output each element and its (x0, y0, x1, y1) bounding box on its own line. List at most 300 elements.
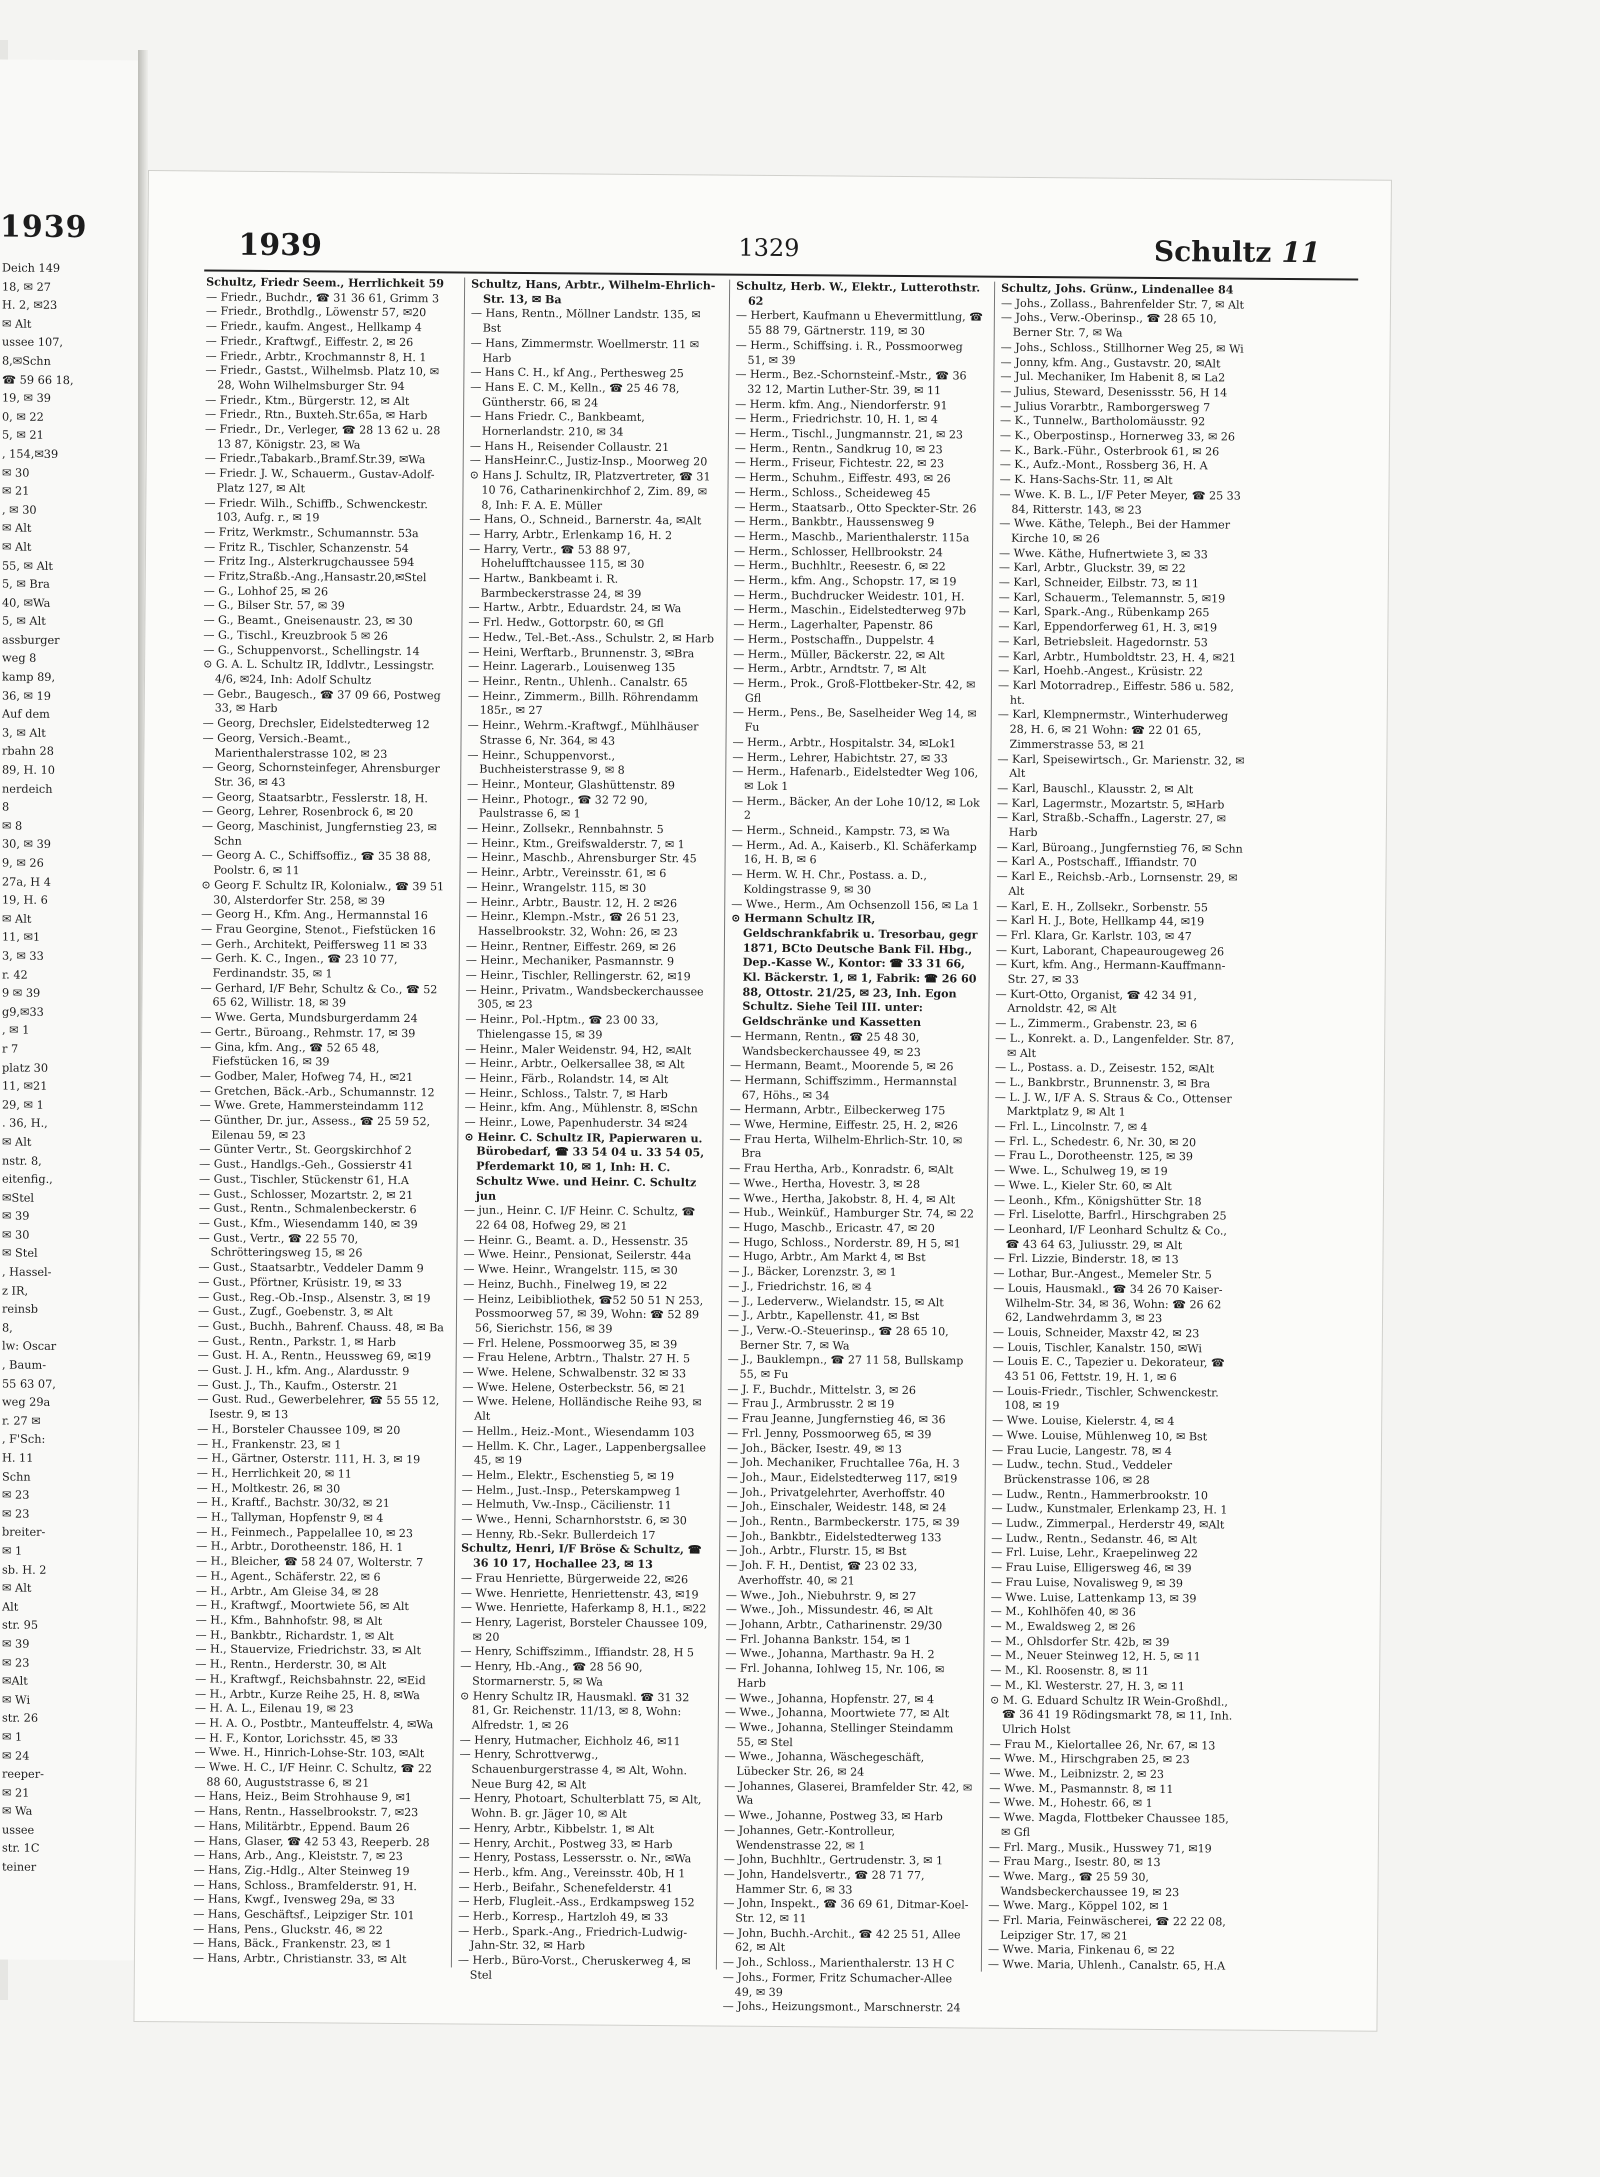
left-fragment-line: ✉Alt (2, 1674, 28, 1688)
directory-entry: — HansHeinr.C., Justiz-Insp., Moorweg 20 (469, 453, 708, 469)
directory-entry: — Karl, Straßb.-Schaffn., Lagerstr. 27, ✉ Harb (996, 811, 1227, 840)
directory-entry: — Wwe. Grete, Hammersteindamm 112 (199, 1098, 424, 1114)
directory-entry: — Frl. Luise, Lehr., Kraepelinweg 22 (991, 1546, 1199, 1561)
directory-entry: — Hans, Glaser, ☎ 42 53 43, Reeperb. 28 (193, 1833, 430, 1849)
directory-entry: — Friedr., Rtn., Buxteh.Str.65a, ✉ Harb (205, 407, 428, 423)
directory-entry: — Herm., Pens., Be, Saselheider Weg 14, ✉ Fu (732, 706, 977, 734)
directory-entry: — L. J. W., I/F A. S. Straus & Co., Ottenser Marktplatz 9, ✉ Alt 1 (994, 1090, 1232, 1120)
directory-entry: — Georg, Lehrer, Rosenbrock 6, ✉ 20 (201, 804, 414, 820)
left-fragment-line: ✉ 23 (2, 1488, 30, 1502)
directory-entry: — Henry, Photoart, Schulterblatt 75, ✉ Alt, Wohn. B. gr. Jäger 10, ✉ Alt (459, 1791, 702, 1821)
directory-entry: — Frl. Johanna, Iohlweg 15, Nr. 106, ✉ Harb (725, 1661, 945, 1690)
directory-entry: — Friedr., Kraftwgf., Eiffestr. 2, ✉ 26 (205, 334, 414, 349)
directory-entry: — K., Oberpostinsp., Hornerweg 33, ✉ 26 (999, 428, 1236, 444)
directory-entry: — Hans E. C. M., Kelln., ☎ 25 46 78, Güntherstr. 66, ✉ 24 (470, 380, 680, 410)
directory-entry: — Henry, Postass, Lessersstr. o. Nr., ✉Wa (458, 1850, 692, 1866)
directory-entry: — Wwe. H. C., I/F Heinr. C. Schultz, ☎ 22 88 60, Auguststrasse 6, ✉ 21 (194, 1760, 433, 1790)
directory-entry: — Frau Luise, Elligersweg 46, ✉ 39 (991, 1560, 1192, 1576)
directory-entry: — H., Kraftwgf., Moortwiete 56, ✉ Alt (195, 1598, 409, 1614)
directory-entry: — Karl, Bauschl., Klausstr. 2, ✉ Alt (997, 781, 1194, 797)
directory-entry: — Friedr., Arbtr., Krochmannstr 8, H. 1 (205, 348, 427, 364)
directory-entry: — Jonny, kfm. Ang., Gustavstr. 20, ✉Alt (1000, 355, 1221, 370)
left-fragment-line: ✉ Alt (2, 912, 32, 926)
directory-entry: — Hermann, Beamt., Moorende 5, ✉ 26 (729, 1058, 954, 1074)
directory-entry: — Herm., Schloss., Scheideweg 45 (734, 485, 931, 500)
directory-entry: — Friedr., Dr., Verleger, ☎ 28 13 62 u. 28 13 87, Königstr. 23, ✉ Wa (204, 422, 441, 452)
directory-entry: — Heinr., Klempn.-Mstr., ☎ 26 51 23, Hasselbrookstr. 32, Wohn: 26, ✉ 23 (466, 909, 680, 940)
directory-entry: — H., Arbtr., Dorotheenstr. 186, H. 1 (196, 1539, 404, 1555)
directory-entry: — Joh., Bankbtr., Eidelstedterweg 133 (726, 1529, 942, 1545)
directory-entry: — Gebr., Baugesch., ☎ 37 09 66, Postweg 33, ✉ Harb (202, 687, 441, 716)
directory-entry: — Herm., Arbtr., Hospitalstr. 34, ✉Lok1 (732, 735, 957, 751)
left-fragment-line: ✉ Alt (2, 1135, 32, 1149)
directory-entry: — Herm., Lagerhalter, Papenstr. 86 (733, 617, 933, 633)
directory-entry: — Hans Friedr. C., Bankbeamt, Hornerlandstr. 210, ✉ 34 (470, 409, 645, 439)
directory-entry: — Karl, Betriebsleit. Hagedornstr. 53 (998, 634, 1208, 650)
directory-entry: — H., Moltkestr. 26, ✉ 30 (196, 1481, 341, 1496)
directory-entry: — Joh., Schloss., Marienthalerstr. 13 H C (722, 1955, 955, 1971)
directory-entry: — Gerh. K. C., Ingen., ☎ 23 10 77, Ferdinandstr. 35, ✉ 1 (200, 951, 398, 981)
left-page-year: 1939 (0, 209, 88, 246)
directory-entry: — Gust., Vertr., ☎ 22 55 70, Schrötteringsweg 15, ✉ 26 (198, 1231, 363, 1261)
left-fragment-line: 19, H. 6 (2, 893, 48, 908)
directory-entry: — Georg, Staatsarbtr., Fesslerstr. 18, H. (202, 790, 429, 805)
directory-entry: — Heinr. G., Beamt. a. D., Hessenstr. 35 (463, 1233, 689, 1248)
directory-entry: — Wwe. H., Hinrich-Lohse-Str. 103, ✉Alt (194, 1745, 425, 1761)
left-fragment-line: ✉ 1 (2, 1544, 23, 1558)
left-fragment-line: ✉ 23 (2, 1656, 30, 1670)
directory-entry: — Lothar, Bur.-Angest., Memeler Str. 5 (993, 1266, 1212, 1282)
left-fragment-line: 18, ✉ 27 (2, 280, 51, 294)
left-fragment-line: str. 95 (2, 1618, 39, 1633)
left-fragment-line: str. 1C (2, 1841, 40, 1856)
directory-entry: — Wwe. Heinr., Wrangelstr. 115, ✉ 30 (463, 1262, 678, 1278)
left-fragment-line: str. 26 (2, 1711, 39, 1726)
directory-entry: — Hans, O., Schneid., Barnerstr. 4a, ✉Alt (469, 512, 702, 528)
left-fragment-line: 0, ✉ 22 (2, 410, 44, 424)
directory-entry: — Hans, Militärbtr., Eppend. Baum 26 (193, 1819, 410, 1834)
directory-entry: — Frau Helene, Arbtrn., Thalstr. 27 H. 5 (462, 1350, 691, 1366)
directory-entry: — Hans, Zig.-Hdlg., Alter Steinweg 19 (193, 1863, 410, 1879)
directory-entry: — Louis-Friedr., Tischler, Schwenckestr. 108, ✉ 19 (992, 1384, 1219, 1413)
directory-entry: — K., Tunnelw., Bartholomäusstr. 92 (1000, 414, 1206, 429)
directory-entry: — Herm., Friseur, Fichtestr. 22, ✉ 23 (734, 456, 945, 471)
directory-entry: — Herm., Maschb., Marienthalerstr. 115a (734, 529, 970, 545)
directory-entry: — Heinr., Ktm., Greifswalderstr. 7, ✉ 1 (466, 836, 685, 851)
directory-entry: — Ludw., Zimmerpal., Herderstr 49, ✉Alt (991, 1516, 1225, 1532)
directory-entry: — Joh., Rentn., Barmbeckerstr. 175, ✉ 39 (726, 1514, 960, 1530)
directory-entry: — Gust., Rentn., Parkstr. 1, ✉ Harb (197, 1334, 396, 1349)
directory-entry: — Herm., Bäcker, An der Lohe 10/12, ✉ Lok 2 (732, 794, 980, 823)
directory-entry: — Wwe., Johanna, Hopfenstr. 27, ✉ 4 (724, 1691, 935, 1706)
directory-entry: — Hans, Bäck., Frankenstr. 23, ✉ 1 (193, 1936, 392, 1952)
directory-entry: — Henry, Archit., Postweg 33, ✉ Harb (458, 1836, 673, 1851)
directory-entry: — G., Lohhof 25, ✉ 26 (203, 584, 329, 599)
directory-entry: — John, Buchh.-Archit., ☎ 42 25 51, Allee 62, ✉ Alt (723, 1926, 961, 1955)
left-fragment-line: ✉ 1 (2, 1730, 23, 1744)
directory-entry: — Joh., Bäcker, Isestr. 49, ✉ 13 (726, 1441, 902, 1456)
left-fragment-line: H. 2, ✉23 (2, 298, 58, 313)
directory-entry: — Frl. L., Lincolnstr. 7, ✉ 4 (994, 1119, 1148, 1134)
directory-entry: — Henry, Lagerist, Borsteler Chaussee 109, ✉ 20 (460, 1615, 708, 1644)
directory-entry: — H. F., Kontor, Lorichsstr. 45, ✉ 33 (194, 1731, 399, 1746)
directory-entry: — Wwe. Louise, Mühlenweg 10, ✉ Bst (992, 1428, 1208, 1444)
directory-entry: — Johannes, Glaserei, Bramfelder Str. 42, ✉ Wa (724, 1779, 973, 1808)
directory-entry: — Fritz,Straßb.-Ang.,Hansastr.20,✉Stel (203, 569, 427, 585)
directory-entry: — H., Borsteler Chaussee 109, ✉ 20 (197, 1422, 401, 1437)
directory-entry: — Henry, Hb.-Ang., ☎ 28 56 90, Stormarnerstr. 5, ✉ Wa (460, 1659, 643, 1689)
left-fragment-line: z IR, (2, 1284, 29, 1298)
directory-entry: — Gust. J. H., kfm. Ang., Alardusstr. 9 (197, 1363, 410, 1379)
directory-entry: — Frl. Lizzie, Binderstr. 18, ✉ 13 (993, 1252, 1179, 1267)
directory-entry: — Hartw., Arbtr., Eduardstr. 24, ✉ Wa (468, 601, 682, 616)
directory-entry: — Leonh., Kfm., Königshütter Str. 18 (993, 1193, 1202, 1208)
directory-entry: — Frl. Klara, Gr. Karlstr. 103, ✉ 47 (995, 928, 1192, 944)
left-fragment-line: reeper- (2, 1767, 44, 1781)
directory-entry: — Heinr., Maschb., Ahrensburger Str. 45 (466, 850, 697, 866)
directory-entry: — Wwe. Henriette, Haferkamp 8, H.1., ✉22 (460, 1600, 707, 1616)
directory-entry: — Herb., Beifahr., Schenefelderstr. 41 (458, 1880, 674, 1895)
directory-entry: — Frl. Johanna Bankstr. 154, ✉ 1 (725, 1632, 912, 1647)
directory-entry: — Wwe., Johanna, Moortwiete 77, ✉ Alt (724, 1705, 950, 1721)
directory-entry: — Gust., Kfm., Wiesendamm 140, ✉ 39 (198, 1216, 418, 1232)
left-fragment-line: 30, ✉ 39 (2, 837, 51, 852)
directory-entry: ⊙ Heinr. C. Schultz IR, Papierwaren u. Bürobedarf, ☎ 33 54 04 u. 33 54 05, Pferdemarkt 10, ✉ 1, Inh: H. C. Schultz Wwe. und Heinr. C. Schultz jun (464, 1130, 705, 1203)
directory-entry: — H., Feinmech., Pappelallee 10, ✉ 23 (196, 1525, 413, 1540)
directory-entry: — Wwe. Gerta, Mundsburgerdamm 24 (200, 1010, 418, 1026)
directory-entry: — H., Stauervize, Friedrichstr. 33, ✉ Alt (195, 1642, 421, 1658)
directory-entry: — Fritz R., Tischler, Schanzenstr. 54 (203, 540, 409, 555)
directory-entry: — Karl, Büroang., Jungfernstieg 76, ✉ Schn (996, 840, 1243, 856)
directory-entry: — Frau Henriette, Bürgerweide 22, ✉26 (460, 1571, 689, 1587)
directory-entry: — G., Bilser Str. 57, ✉ 39 (203, 598, 345, 614)
directory-entry: — J., Bauklempn., ☎ 27 11 58, Bullskamp 55, ✉ Fu (727, 1352, 964, 1382)
directory-entry: — Wwe. Käthe, Hufnertwiete 3, ✉ 33 (998, 546, 1208, 561)
left-fragment-line: ✉ 39 (2, 1209, 30, 1223)
directory-entry: — Karl, Schauerm., Telemannstr. 5, ✉19 (998, 590, 1226, 606)
directory-entry: — Gust. H. A., Rentn., Heussweg 69, ✉19 (197, 1348, 432, 1364)
directory-entry: — Heinr., Rentner, Eiffestr. 269, ✉ 26 (465, 939, 677, 954)
left-fragment-line: 36, ✉ 19 (2, 689, 51, 703)
directory-entry: — Herm., Bankbtr., Haussensweg 9 (734, 514, 935, 530)
directory-entry: — Frl. Maria, Feinwäscherei, ☎ 22 22 08, Leipziger Str. 17, ✉ 21 (988, 1913, 1226, 1943)
page-number: 1329 (738, 233, 800, 263)
directory-entry: — Herm., Schneid., Kampstr. 73, ✉ Wa (731, 823, 950, 839)
directory-entry: — Herm., Staatsarb., Otto Speckter-Str. 26 (734, 500, 977, 516)
directory-entry: ⊙ G. A. L. Schultz IR, Iddlvtr., Lessingstr. 4/6, ✉24, Inh: Adolf Schultz (203, 657, 435, 687)
directory-entry: — Georg, Schornsteinfeger, Ahrensburger Str. 36, ✉ 43 (202, 760, 440, 790)
directory-entry: — Wwe. M., Hohestr. 66, ✉ 1 (989, 1796, 1153, 1811)
directory-column-3 (722, 279, 984, 2015)
directory-entry: — Wwe. Louise, Kielerstr. 4, ✉ 4 (992, 1413, 1175, 1429)
left-fragment-line: sb. H. 2 (2, 1563, 47, 1577)
directory-entry: — Wwe., Johanna, Stellinger Steindamm 55, ✉ Stel (724, 1720, 954, 1749)
directory-entry: — H., Bankbtr., Richardstr. 1, ✉ Alt (195, 1628, 394, 1643)
directory-entry: — Heinr., Privatm., Wandsbeckerchaussee 305, ✉ 23 (465, 983, 704, 1012)
directory-entry: — Johs., Verw.-Oberinsp., ☎ 28 65 10, Berner Str. 7, ✉ Wa (1000, 311, 1217, 340)
directory-entry: — Herm., Lehrer, Habichtstr. 27, ✉ 33 (732, 750, 948, 765)
left-fragment-line: 89, H. 10 (2, 763, 55, 777)
directory-entry: ⊙ Henry Schultz IR, Hausmakl. ☎ 31 32 81, Gr. Reichenstr. 11/13, ✉ 8, Wohn: Alfredstr. 1, ✉ 26 (459, 1688, 690, 1733)
directory-entry: — H., Kfm., Bahnhofstr. 98, ✉ Alt (195, 1613, 383, 1628)
left-fragment-line: 27a, H 4 (2, 875, 51, 889)
directory-entry: — Joh., Maur., Eidelstedterweg 117, ✉19 (726, 1470, 958, 1486)
directory-entry: — Wwe., Johanne, Postweg 33, ✉ Harb (724, 1808, 943, 1824)
directory-entry: — Julius Vorarbtr., Ramborgersweg 7 (1000, 399, 1211, 414)
left-fragment-line: weg 8 (2, 651, 37, 666)
left-fragment-line: platz 30 (2, 1061, 49, 1075)
left-fragment-line: assburger (2, 633, 60, 647)
directory-entry: — Hans, Kwgf., Ivensweg 29a, ✉ 33 (193, 1892, 395, 1908)
directory-entry: — J., Friedrichstr. 16, ✉ 4 (728, 1279, 872, 1294)
left-fragment-line: . 36, H., (2, 1116, 48, 1131)
directory-entry: — H., Arbtr., Kurze Reihe 25, H. 8, ✉Wa (194, 1686, 420, 1702)
directory-entry: — Ludw., Kunstmaler, Erlenkamp 23, H. 1 (991, 1502, 1228, 1517)
directory-entry: — Georg A. C., Schiffsoffiz., ☎ 35 38 88, Poolstr. 6, ✉ 11 (201, 848, 431, 878)
left-fragment-line: 19, ✉ 39 (2, 391, 51, 406)
left-fragment-line: ✉ 23 (2, 1507, 30, 1521)
left-fragment-line: ✉ Alt (2, 521, 32, 536)
left-fragment-line: ☎ 59 66 18, (2, 373, 74, 387)
directory-entry: ⊙ Hans J. Schultz, IR, Platzvertreter, ☎ 31 10 76, Catharinenkirchhof 2, Zim. 89, ✉ 8, Inh: F. A. E. Müller (469, 468, 711, 513)
left-fragment-line: H. 11 (2, 1451, 34, 1465)
directory-entry: — Karl A., Postschaff., Iffiandstr. 70 (996, 855, 1197, 870)
directory-entry: — J., Verw.-O.-Steuerinsp., ☎ 28 65 10, Berner Str. 7, ✉ Wa (727, 1323, 949, 1353)
directory-entry: — H., Bleicher, ☎ 58 24 07, Wolterstr. 7 (196, 1554, 424, 1570)
directory-entry: — G., Beamt., Gneisenaustr. 23, ✉ 30 (203, 613, 413, 629)
directory-entry: — Karl Motorradrep., Eiffestr. 586 u. 582, ht. (997, 678, 1234, 707)
directory-entry: — Frau Georgine, Stenot., Fiefstücken 16 (200, 922, 436, 938)
directory-entry: — Frl. Hedw., Gottorpstr. 60, ✉ Gfl (468, 615, 664, 631)
directory-entry: — Wwe., Hertha, Hovestr. 3, ✉ 28 (729, 1176, 921, 1191)
directory-entry: — Wwe., Joh., Niebuhrstr. 9, ✉ 27 (725, 1588, 917, 1603)
directory-entry: — H., Kraftwgf., Reichsbahnstr. 22, ✉Eid (195, 1672, 426, 1688)
directory-entry: — Louis, Tischler, Kanalstr. 150, ✉Wi (992, 1340, 1202, 1355)
directory-entry: — Herm., Hafenarb., Eidelstedter Weg 106, ✉ Lok 1 (732, 764, 979, 793)
directory-entry: — Friedr., kaufm. Angest., Hellkamp 4 (205, 319, 422, 335)
directory-entry: — Hans, Heiz., Beim Strohhause 9, ✉1 (194, 1789, 412, 1805)
directory-entry: — Frl. Jenny, Possmoorweg 65, ✉ 39 (727, 1426, 932, 1442)
directory-entry: — Hugo, Maschb., Ericastr. 47, ✉ 20 (728, 1220, 935, 1236)
directory-column-2 (457, 277, 719, 1982)
directory-entry: — Karl, E. H., Zollsekr., Sorbenstr. 55 (996, 899, 1209, 914)
directory-entry: — Frau Marg., Isestr. 80, ✉ 13 (988, 1854, 1161, 1870)
directory-entry: — Johs., Former, Fritz Schumacher-Allee 49, ✉ 39 (722, 1970, 953, 1999)
directory-entry: — Heini, Werftarb., Brunnenstr. 3, ✉Bra (468, 645, 695, 660)
directory-entry: — Gust., Handlgs.-Geh., Gossierstr 41 (199, 1157, 414, 1173)
directory-entry: — Wwe. Henriette, Henriettenstr. 43, ✉19 (460, 1586, 699, 1601)
left-fragment-line: 29, ✉ 1 (2, 1098, 44, 1112)
directory-entry: — Helm., Elektr., Eschenstieg 5, ✉ 19 (461, 1468, 675, 1484)
directory-entry: — Karl, Arbtr., Humboldtstr. 23, H. 4, ✉21 (998, 649, 1237, 665)
left-fragment-line: r. 42 (2, 968, 28, 982)
left-fragment-line: reinsb (2, 1302, 39, 1317)
directory-entry: — Gust. Rud., Gewerbelehrer, ☎ 55 55 12, Isestr. 9, ✉ 13 (197, 1392, 440, 1422)
directory-entry: — Johs., Schloss., Stillhorner Weg 25, ✉ Wi (1000, 340, 1244, 356)
directory-entry: — Hermann, Schiffszimm., Hermannstal 67, Höhs., ✉ 34 (729, 1073, 957, 1103)
left-fragment-line: 9, ✉ 26 (2, 856, 44, 870)
directory-entry: — H., Agent., Schäferstr. 22, ✉ 6 (195, 1569, 381, 1584)
directory-entry: — Friedr., Buchdr., ☎ 31 36 61, Grimm 3 (205, 290, 440, 305)
left-fragment-line: , ✉ 1 (2, 1023, 30, 1038)
directory-entry: — Joh., Arbtr., Flurstr. 15, ✉ Bst (726, 1544, 907, 1559)
directory-entry: — Wwe. Marg., Köppel 102, ✉ 1 (988, 1898, 1170, 1914)
directory-entry: — Louis E. C., Tapezier u. Dekorateur, ☎ 43 51 06, Fettstr. 19, H. 1, ✉ 6 (992, 1354, 1225, 1385)
directory-entry: — Louis, Schneider, Maxstr 42, ✉ 23 (992, 1325, 1200, 1341)
directory-entry: — Hans C. H., kf Ang., Perthesweg 25 (470, 365, 684, 381)
directory-entry: — Wwe, Hermine, Eiffestr. 25, H. 2, ✉26 (729, 1117, 958, 1133)
directory-entry: — Wwe. L., Kieler Str. 60, ✉ Alt (994, 1178, 1172, 1193)
directory-column-1 (193, 275, 454, 1967)
directory-entry: Schultz, Friedr Seem., Herrlichkeit 59 (206, 275, 445, 291)
directory-entry: — Herm., Schiffsing. i. R., Possmoorweg 51, ✉ 39 (735, 338, 963, 367)
directory-entry: — Frl. Helene, Possmoorweg 35, ✉ 39 (462, 1336, 678, 1351)
directory-entry: — Hans, Rentn., Hasselbrookstr. 7, ✉23 (194, 1804, 419, 1820)
directory-entry: — Wwe., Johanna, Wäschegeschäft, Lübecker Str. 26, ✉ 24 (724, 1749, 925, 1779)
left-fragment-line: ussee (2, 1823, 35, 1837)
directory-entry: — G., Schuppenvorst., Schellingstr. 14 (203, 643, 420, 658)
directory-entry: — Leonhard, I/F Leonhard Schultz & Co., ☎ 43 64 63, Juliusstr. 29, ✉ Alt (993, 1222, 1228, 1252)
directory-entry: — Hans, Pens., Gluckstr. 46, ✉ 22 (193, 1922, 383, 1937)
directory-entry: — Herm., Tischl., Jungmannstr. 21, ✉ 23 (734, 426, 964, 442)
directory-entry: — Heinr., Zollsekr., Rennbahnstr. 5 (466, 821, 664, 837)
directory-entry: — Ludw., Rentn., Hammerbrookstr. 10 (991, 1487, 1209, 1503)
volume-mark: 11 (1281, 235, 1321, 270)
left-fragment-line: ✉ Wi (2, 1693, 31, 1707)
directory-entry: — Henry, Schiffszimm., Iffiandstr. 28, H 5 (460, 1644, 695, 1660)
left-fragment-line: ✉ 30 (2, 1228, 30, 1242)
directory-entry: — Herm., Buchhltr., Reesestr. 6, ✉ 22 (733, 558, 946, 574)
left-fragment-line: ✉ Alt (2, 1581, 32, 1595)
directory-entry: — Wwe. Luise, Lattenkamp 13, ✉ 39 (990, 1590, 1197, 1605)
directory-entry: — Friedr., Gastst., Wilhelmsb. Platz 10, ✉ 28, Wohn Wilhelmsburger Str. 94 (205, 363, 440, 393)
directory-entry: — Karl E., Reichsb.-Arb., Lornsenstr. 29, ✉ Alt (996, 869, 1238, 898)
directory-entry: — Johs., Zollass., Bahrenfelder Str. 7, ✉ Alt (1000, 296, 1245, 312)
directory-entry: — Wwe., Joh., Missundestr. 46, ✉ Alt (725, 1602, 933, 1618)
directory-entry: ⊙ Hermann Schultz IR, Geldschrankfabrik u. Tresorbau, gegr 1871, BCto Deutsche Bank Fil. Hbg., Dep.-Kasse W., Kontor: ☎ 33 31 66, Kl. Bäckerstr. 1, ✉ 1, Fabrik: ☎ 26 60 88, Ottostr. 21/25, ✉ 23, Inh. Egon Schultz. Siehe Teil III. unter: Geldschränke und Kassetten (731, 911, 978, 1030)
directory-entry: — Henny, Rb.-Sekr. Bullerdeich 17 (461, 1527, 656, 1542)
left-fragment-line: 11, ✉21 (2, 1079, 48, 1093)
directory-entry: — Hans, Arbtr., Christianstr. 33, ✉ Alt (192, 1951, 407, 1967)
directory-entry: — Karl H. J., Bote, Hellkamp 44, ✉19 (996, 913, 1205, 929)
directory-entry: — K. Hans-Sachs-Str. 11, ✉ Alt (999, 472, 1173, 488)
left-fragment-line: eitenfig., (2, 1172, 53, 1186)
directory-entry: — H., Arbtr., Am Gleise 34, ✉ 28 (195, 1583, 379, 1599)
left-fragment-line: ✉ 24 (2, 1749, 30, 1763)
directory-entry: — Heinr., Arbtr., Vereinsstr. 61, ✉ 6 (466, 865, 667, 881)
directory-entry: — jun., Heinr. C. I/F Heinr. C. Schultz, ☎ 22 64 08, Hofweg 29, ✉ 21 (463, 1203, 696, 1233)
directory-entry: — Georg, Versich.-Beamt., Marienthalerstrasse 102, ✉ 23 (202, 731, 388, 761)
directory-entry: — Gust., Zugf., Goebenstr. 3, ✉ Alt (197, 1304, 393, 1320)
directory-entry: — Karl, Eppendorferweg 61, H. 3, ✉19 (998, 619, 1218, 635)
directory-entry: — Hedw., Tel.-Bet.-Ass., Schulstr. 2, ✉ Harb (468, 630, 715, 646)
left-fragment-line: ✉ Alt (2, 540, 32, 554)
left-fragment-line: ✉ Wa (2, 1804, 33, 1819)
running-head-name: Schultz (1153, 234, 1272, 269)
left-fragment-line: , F'Sch: (2, 1432, 46, 1447)
directory-entry: — Wwe. Maria, Uhlenh., Canalstr. 65, H.A (987, 1957, 1226, 1973)
directory-entry: — Frau Hertha, Arb., Konradstr. 6, ✉Alt (729, 1161, 954, 1177)
directory-entry: — G., Tischl., Kreuzbrook 5 ✉ 26 (203, 628, 388, 643)
directory-entry: Schultz, Herb. W., Elektr., Lutterothstr. 62 (736, 279, 981, 308)
directory-entry: — Frau M., Kielortallee 26, Nr. 67, ✉ 13 (989, 1737, 1216, 1753)
directory-entry: — Joh. F. H., Dentist, ☎ 23 02 33, Averhoffstr. 40, ✉ 21 (726, 1558, 918, 1588)
directory-entry: — Henry, Arbtr., Kibbelstr. 1, ✉ Alt (458, 1821, 655, 1836)
directory-entry: — Heinr., kfm. Ang., Mühlenstr. 8, ✉Schn (464, 1100, 698, 1116)
page-header (148, 227, 1390, 277)
directory-entry: — Herm., Müller, Bäckerstr. 22, ✉ Alt (733, 647, 945, 662)
left-fragment-line: Alt (2, 1600, 19, 1614)
directory-entry: — Wwe. L., Schulweg 19, ✉ 19 (994, 1163, 1168, 1179)
directory-entry: — Herb., kfm. Ang., Vereinsstr. 40b, H 1 (458, 1865, 686, 1881)
directory-entry: — John, Handelsvertr., ☎ 28 71 77, Hammer Str. 6, ✉ 33 (723, 1867, 925, 1897)
directory-entry: — John, Inspekt., ☎ 36 69 61, Ditmar-Koel-Str. 12, ✉ 11 (723, 1896, 969, 1926)
left-fragment-line: r. 27 ✉ (2, 1414, 41, 1428)
left-fragment-line: Deich 149 (2, 261, 61, 275)
directory-entry: — Gust., Buchh., Bahrenf. Chauss. 48, ✉ Ba (197, 1319, 444, 1335)
left-fragment-line: 55 63 07, (2, 1377, 56, 1391)
directory-entry: — Louis, Hausmakl., ☎ 34 26 70 Kaiser-Wilhelm-Str. 34, ✉ 36, Wohn: ☎ 26 62 62, Landwehrdamm 3, ✉ 23 (993, 1281, 1223, 1326)
directory-entry: — Heinr., Lowe, Papenhuderstr. 34 ✉24 (464, 1115, 688, 1131)
directory-entry: — Hellm. K. Chr., Lager., Lappenbergsallee 45, ✉ 19 (461, 1439, 707, 1468)
directory-entry: — Johs., Heizungsmont., Marschnerstr. 24 (722, 1999, 961, 2015)
directory-entry: — Wwe., Henni, Scharnhorststr. 6, ✉ 30 (461, 1512, 687, 1528)
directory-entry: — Hans, Schloss., Bramfelderstr. 91, H. (193, 1878, 417, 1893)
directory-entry: — Heinz, Buchh., Finelweg 19, ✉ 22 (463, 1277, 668, 1292)
directory-entry: — Herm., Bez.-Schornsteinf.-Mstr., ☎ 36 32 12, Martin Luther-Str. 39, ✉ 11 (735, 367, 967, 398)
directory-entry: — Wwe., Hertha, Jakobstr. 8, H. 4, ✉ Alt (728, 1191, 956, 1206)
left-fragment-line: ✉ 8 (2, 819, 23, 833)
directory-entry: — Hans, Rentn., Möllner Landstr. 135, ✉ Bst (470, 306, 701, 335)
left-fragment-line: 5, ✉ Bra (2, 577, 50, 591)
directory-entry: — Gust., Reg.-Ob.-Insp., Alsenstr. 3, ✉ 19 (198, 1289, 431, 1305)
directory-entry: — Günter Vertr., St. Georgskirchhof 2 (199, 1142, 412, 1158)
directory-entry: — Wwe. Marg., ☎ 25 59 30, Wandsbeckerchaussee 19, ✉ 23 (988, 1869, 1180, 1899)
left-fragment-line: 11, ✉1 (2, 930, 41, 945)
directory-entry: — Hellm., Heiz.-Mont., Wiesendamm 103 (462, 1424, 695, 1440)
directory-entry: — Friedr.,Tabakarb.,Bramf.Str.39, ✉Wa (204, 451, 426, 467)
directory-entry: — Heinr., Rentn., Uhlenh.. Canalstr. 65 (467, 674, 688, 690)
directory-entry: — Hugo, Arbtr., Am Markt 4, ✉ Bst (728, 1249, 926, 1265)
left-fragment-line: ✉ Alt (2, 317, 32, 331)
directory-entry: — Friedr., Ktm., Bürgerstr. 12, ✉ Alt (205, 393, 410, 408)
directory-entry: — Gerhard, I/F Behr, Schultz & Co., ☎ 52 65 62, Willistr. 18, ✉ 39 (200, 981, 438, 1011)
left-fragment-line: breiter- (2, 1525, 46, 1540)
running-head (1154, 235, 1321, 269)
directory-entry: — Frau J., Armbrusstr. 2 ✉ 19 (727, 1397, 895, 1412)
directory-entry: — L., Zimmerm., Grabenstr. 23, ✉ 6 (995, 1016, 1198, 1032)
left-fragment-line: kamp 89, (2, 670, 56, 684)
directory-entry: — Joh., Einschaler, Weidestr. 148, ✉ 24 (726, 1499, 947, 1515)
directory-entry: — Karl, Schneider, Eilbstr. 73, ✉ 11 (998, 575, 1199, 591)
left-fragment-line: Schn (2, 1470, 31, 1484)
directory-entry: — Gust., Schlosser, Mozartstr. 2, ✉ 21 (198, 1187, 414, 1202)
directory-entry: — Herm., kfm. Ang., Schopstr. 17, ✉ 19 (733, 573, 957, 589)
directory-entry: — J., Lederverw., Wielandstr. 15, ✉ Alt (728, 1294, 944, 1309)
directory-entry: — Friedr., Brothdlg., Löwenstr 57, ✉20 (205, 304, 427, 320)
directory-entry: — M., Ohlsdorfer Str. 42b, ✉ 39 (990, 1634, 1170, 1649)
directory-entry: Schultz, Henri, I/F Bröse & Schultz, ☎ 36 10 17, Hochallee 23, ✉ 13 (461, 1541, 702, 1572)
left-fragment-line: ✉ 21 (2, 1786, 30, 1800)
directory-entry: — Helm., Just.-Insp., Peterskampweg 1 (461, 1483, 682, 1498)
directory-entry: — Frau Herta, Wilhelm-Ehrlich-Str. 10, ✉ Bra (729, 1132, 963, 1161)
directory-entry: — Wwe., Johanna, Marthastr. 9a H. 2 (725, 1646, 935, 1662)
left-fragment-line: ✉ 39 (2, 1637, 30, 1651)
directory-entry: — Wwe. Käthe, Teleph., Bei der Hammer Kirche 10, ✉ 26 (999, 516, 1231, 546)
directory-entry: — Heinr., Maler Weidenstr. 94, H2, ✉Alt (465, 1042, 692, 1057)
directory-entry: — K., Aufz.-Mont., Rossberg 36, H. A (999, 458, 1208, 473)
directory-entry: Schultz, Hans, Arbtr., Wilhelm-Ehrlich-Str. 13, ✉ Ba (471, 277, 716, 306)
